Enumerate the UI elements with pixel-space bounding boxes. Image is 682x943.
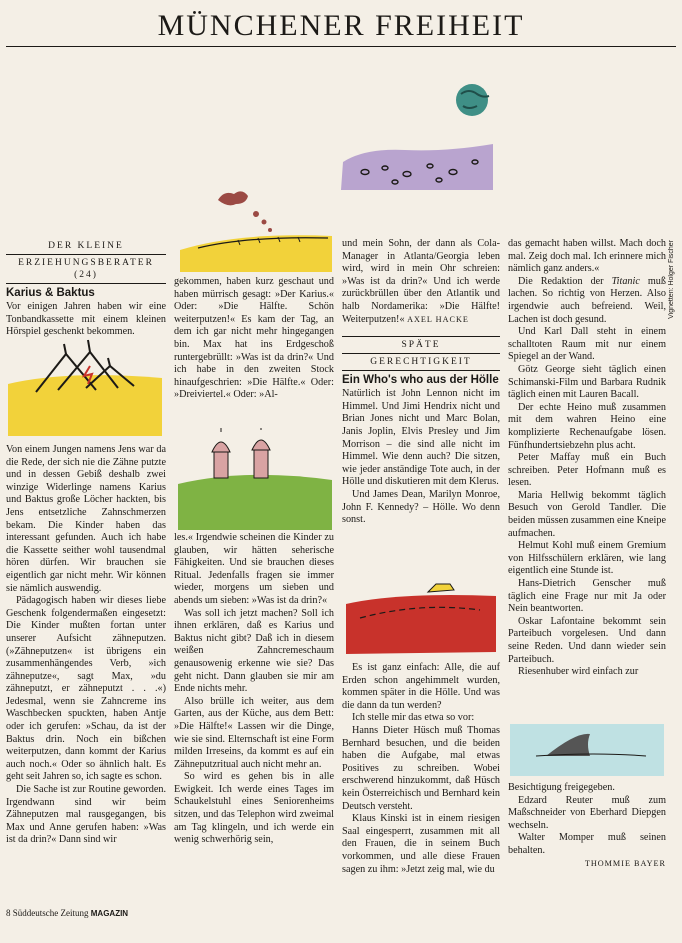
article-headline: Ein Who's who aus der Hölle bbox=[342, 374, 499, 387]
paragraph: Was soll ich jetzt machen? Soll ich ihnen erklären, daß es Karius und Baktus nicht gibt? Daß ich in diesem weißen Zahncremeschaum genausowenig erkenne wie sie? Das geht nicht. Dann glauben sie mir am Ende nichts mehr. bbox=[174, 607, 334, 695]
paragraph: Walter Momper muß seinen behalten. bbox=[508, 832, 666, 856]
illustration-credit: Vignetten: Holger Fischer bbox=[668, 240, 675, 319]
green-hill-shape bbox=[178, 475, 332, 530]
tents-illustration bbox=[6, 332, 166, 438]
paragraph: Helmut Kohl muß einem Gremium von Hilfsschülern erklären, wie lang eigentlich eine Stunde ist. bbox=[508, 540, 666, 577]
car-icon bbox=[428, 584, 454, 592]
kicker-line-1: SPÄTE bbox=[401, 340, 441, 351]
paragraph: Götz George sieht täglich einen Schimanski-Film und Barbara Rudnik täglich einen mit Lauren Bacall. bbox=[508, 363, 666, 401]
paragraph: Ich stelle mir das etwa so vor: bbox=[352, 712, 475, 724]
paragraph: das gemacht haben willst. Mach doch mal. Zeig doch mal. Ich erinnere mich nämlich ganz anders.« bbox=[508, 238, 666, 275]
yellow-field-shape bbox=[180, 235, 332, 272]
page-title: MÜNCHENER FREIHEIT bbox=[157, 9, 525, 42]
kicker-line-1: DER KLEINE bbox=[48, 241, 124, 251]
page-number: 8 bbox=[6, 908, 11, 918]
planet-shape bbox=[456, 84, 488, 116]
paragraph: So wird es gehen bis in alle Ewigkeit. Ich werde eines Tages im Schaukelstuhl eines Seniorenheims sitzen, und das Telephon wird zweimal am Tag klingeln, und ich werde ein wenig schwerhörig sein, bbox=[174, 771, 334, 846]
column-4 bbox=[508, 238, 666, 679]
paragraph: Hanns Dieter Hüsch muß Thomas Bernhard besuchen, und die beiden haben die Aufgabe, mal etwas Positives zu schreiben. Wobei erschwerend hinzukommt, daß Hüsch kein Österreichisch und Bernhard kein Deutsch versteht. bbox=[342, 724, 500, 812]
paragraph: Klaus Kinski ist in einem riesigen Saal eingesperrt, zusammen mit all den Frauen, die in seinem Buch vorkommen, und alle diese Frauen sagen zu ihm: »Jetzt zeig mal, wie du bbox=[342, 813, 500, 875]
paragraph: Es ist ganz einfach: Alle, die auf Erden schon angehimmelt wurden, kommen später in die Hölle. Und was die dann da tun werden? bbox=[342, 662, 500, 711]
paragraph: gekommen, haben kurz geschaut und haben mürrisch gesagt: »Der Karius.« Oder: »Die Hälfte. Schön weiterputzen!« Es kam der Tag, an dem ich gar nicht mehr hingegangen bin. Max hat ins Erdgeschoß runtergebrüllt: »Was ist da drin?« Und ich habe in den zweiten Stock hinaufgeschrien: »Die Hälfte.« Oder: »Dreiviertel.« Oder: »Al- bbox=[174, 276, 334, 401]
paragraph: Und James Dean, Marilyn Monroe, John F. Kennedy? – Hölle. Wo denn sonst. bbox=[342, 488, 500, 526]
column-3 bbox=[342, 238, 500, 527]
shark-illustration bbox=[506, 718, 666, 778]
publication-name: Süddeutsche Zeitung bbox=[12, 908, 89, 918]
road-illustration bbox=[340, 574, 500, 658]
paragraph: Vor einigen Jahren haben wir eine Tonbandkassette mit einem kleinen Hörspiel geschenkt bekommen. bbox=[6, 301, 166, 338]
column-4-lower bbox=[508, 782, 666, 870]
yellow-hill-shape bbox=[8, 375, 162, 436]
paragraph: Die Redaktion der Titanic muß lachen. So richtig von Herzen. Also irgendwie auch befreiend. Weil, Lachen ist doch gesund. bbox=[508, 275, 666, 325]
church-illustration bbox=[176, 428, 334, 532]
moon-illustration bbox=[335, 82, 505, 194]
paragraph: Hans-Dietrich Genscher muß täglich eine Frage nur mit Ja oder Nein beantworten. bbox=[508, 578, 666, 615]
kicker-line-2: GERECHTIGKEIT bbox=[370, 357, 472, 368]
column-3-lower bbox=[342, 662, 500, 876]
paragraph: Pädagogisch haben wir dieses liebe Geschenk folgendermaßen eingesetzt: Die Kinder mußten fortan unter unserer Aufsicht zähneputzen. (»Zähneputzen« ist übrigens ein zusammenhängendes Verb, »ich zähneputze«, sagt Max, »du zähneputzt, er zähneputzt . . .«) Jedesmal, wenn sie Zahncreme ins Waschbecken spuckten, haben Antje oder ich gerufen: »Schau, da ist der Baktus drin. Noch ein bißchen weiterputzen, dann kommt der Karius auch noch.« Oder so ähnlich halt. Es geht seit Jahren so, ich sagte es schon. bbox=[6, 595, 166, 783]
church-towers-shape bbox=[212, 428, 270, 478]
column-2 bbox=[174, 276, 334, 402]
paragraph: und mein Sohn, der dann als Cola-Manager in Atlanta/Georgia leben wird, wird in mein Ohr schreien: »Was ist da drin?« Und ich werde zurückbrüllen über den Atlantik und halb Nordamerika: »Die Hälfte! Weiterputzen!« AXEL HACKE bbox=[342, 238, 500, 325]
column-1 bbox=[6, 240, 166, 339]
paragraph: Von einem Jungen namens Jens war da die Rede, der sich nie die Zähne putzte und in dessen Gebiß deshalb zwei winzige Widerlinge namens Karius und Baktus große Löcher hackten, bis Jens entsetzliche Zahnschmerzen bekam. Die Kinder haben das interessant gefunden. Auch ich habe die Kassette seither wohl tausendmal hören dürfen. Wir brauchen sie eigentlich gar nicht mehr. Wir können sie nämlich auswendig. bbox=[6, 444, 166, 594]
red-field-shape bbox=[346, 595, 496, 654]
paragraph: Peter Maffay muß ein Buch schreiben. Peter Hofmann muß es lesen. bbox=[508, 452, 666, 489]
paragraph: Maria Hellwig bekommt täglich Besuch von Gerold Tandler. Die beiden müssen zusammen eine Kneipe aufmachen. bbox=[508, 489, 666, 539]
header-rule bbox=[6, 46, 676, 47]
page-footer bbox=[6, 908, 128, 918]
paragraph: Der echte Heino muß zusammen mit dem wahren Heino eine komplizierte Rechenaufgabe lösen. Fünfhundertsiebzehn plus acht. bbox=[508, 401, 666, 451]
column-1-lower bbox=[6, 444, 166, 847]
paragraph: les.« Irgendwie scheinen die Kinder zu glauben, wir hätten seherische Fähigkeiten. Und sie brauchen dieses Ritual. Jedenfalls fragen sie immer wieder, morgens um sieben und abends um sieben: »Was ist da drin?« bbox=[174, 532, 334, 606]
paragraph: Oskar Lafontaine bekommt sein Parteibuch vorgelesen. Und dann seine Reden. Und dann wieder sein Parteibuch. bbox=[508, 615, 666, 665]
moon-surface-shape bbox=[341, 144, 493, 190]
kicker-line-2: ERZIEHUNGSBERATER (24) bbox=[18, 258, 154, 280]
paragraph: Also brülle ich weiter, aus dem Garten, aus der Küche, aus dem Bett: »Die Hälfte!« Lassen wir die Dinge, wie sie sind. Elternschaft ist eine Form milden Irreseins, da kommt es auf ein Zähneputzritual auch nicht mehr an. bbox=[174, 695, 334, 770]
paragraph: Und Karl Dall steht in einem schalltoten Raum mit nur einem Spiegel an der Wand. bbox=[508, 326, 666, 363]
magazine-label: MAGAZIN bbox=[90, 909, 129, 918]
paragraph: Besichtigung freigegeben. bbox=[508, 782, 615, 793]
author-signature: THOMMIE BAYER bbox=[584, 858, 666, 868]
article-headline: Karius & Baktus bbox=[6, 287, 95, 299]
column-2-lower bbox=[174, 532, 334, 847]
author-signature: AXEL HACKE bbox=[407, 314, 469, 324]
train-illustration bbox=[178, 186, 334, 274]
paragraph: Edzard Reuter muß zum Maßschneider von Eberhard Diepgen wechseln. bbox=[508, 794, 666, 831]
paragraph: Natürlich ist John Lennon nicht im Himmel. Und Jimi Hendrix nicht und Brian Jones nicht und Marc Bolan, Janis Joplin, Elvis Presley und Jim Morrison – die sind alle nicht im Himmel. Wie denn auch? Die sitzen, wie jeder anständige Tote auch, in der Hölle und diskutieren mit dem Klerus. bbox=[342, 388, 500, 488]
smoke-cloud-shape bbox=[218, 191, 248, 205]
paragraph: Die Sache ist zur Routine geworden. Irgendwann sind wir beim Zähneputzen mal rausgegangen, bis Max und Anne gerufen haben: »Was ist da drin?« Dann sind wir bbox=[6, 784, 166, 846]
paragraph: Riesenhuber wird einfach zur bbox=[518, 666, 639, 678]
